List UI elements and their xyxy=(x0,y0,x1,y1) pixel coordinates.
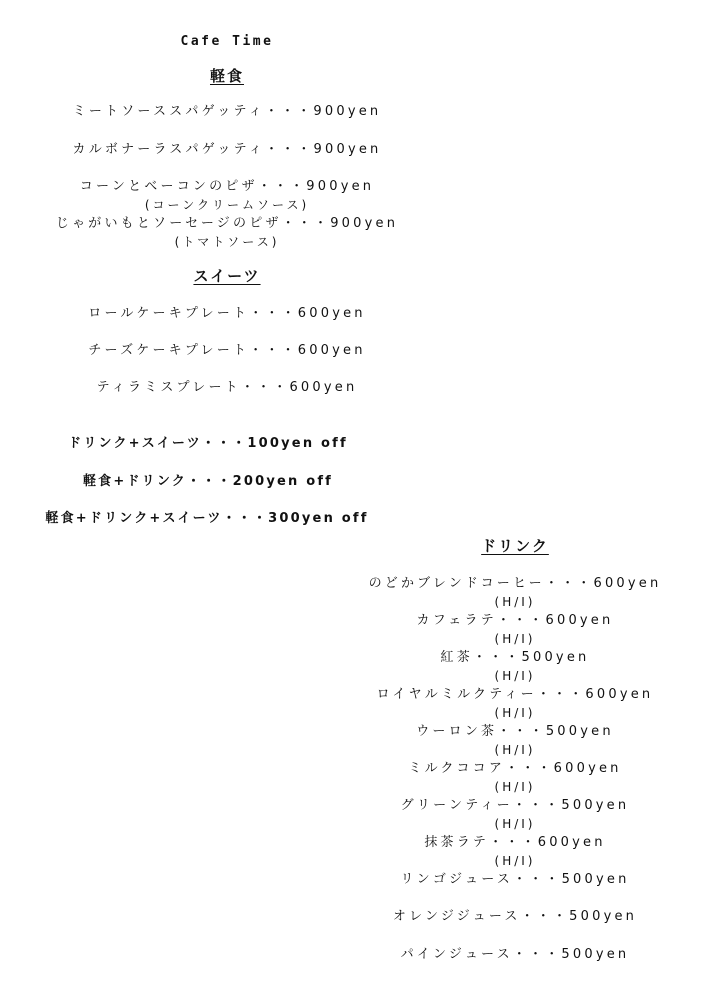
menu-item-note: (H/I) xyxy=(494,595,536,609)
menu-item-note: (H/I) xyxy=(494,632,536,646)
menu-item-note: (H/I) xyxy=(494,669,536,683)
menu-item: パインジュース・・・500yen xyxy=(400,947,630,962)
menu-item-note: (トマトソース) xyxy=(174,235,280,249)
menu-item: カフェラテ・・・600yen xyxy=(416,613,614,628)
combo-discount: 軽食+ドリンク+スイーツ・・・300yen off xyxy=(45,511,369,526)
sweets-heading: スイーツ xyxy=(193,267,261,285)
combo-discount: 軽食+ドリンク・・・200yen off xyxy=(82,474,334,489)
menu-item: グリーンティー・・・500yen xyxy=(400,798,630,813)
menu-item-note: (コーンクリームソース) xyxy=(144,198,310,212)
menu-item: ミートソーススパゲッティ・・・900yen xyxy=(72,104,382,119)
menu-item: コーンとベーコンのピザ・・・900yen xyxy=(79,179,375,194)
menu-item: リンゴジュース・・・500yen xyxy=(400,872,630,887)
menu-item-note: (H/I) xyxy=(494,854,536,868)
menu-item: ロールケーキプレート・・・600yen xyxy=(88,306,366,321)
menu-item: 抹茶ラテ・・・600yen xyxy=(424,835,606,850)
menu-item: ウーロン茶・・・500yen xyxy=(416,724,614,739)
page-title: Cafe Time xyxy=(180,34,274,49)
menu-item-note: (H/I) xyxy=(494,817,536,831)
menu-item: ロイヤルミルクティー・・・600yen xyxy=(376,687,654,702)
menu-item: ティラミスプレート・・・600yen xyxy=(96,380,358,395)
menu-item: オレンジジュース・・・500yen xyxy=(392,909,638,924)
menu-item: じゃがいもとソーセージのピザ・・・900yen xyxy=(55,216,399,231)
menu-item: ミルクココア・・・600yen xyxy=(408,761,622,776)
menu-item-note: (H/I) xyxy=(494,743,536,757)
menu-item-note: (H/I) xyxy=(494,780,536,794)
menu-item: カルボナーラスパゲッティ・・・900yen xyxy=(72,142,382,157)
combo-discount: ドリンク+スイーツ・・・100yen off xyxy=(68,436,348,451)
menu-item: 紅茶・・・500yen xyxy=(440,650,590,665)
light-meals-heading: 軽食 xyxy=(209,67,245,85)
menu-item: のどかブレンドコーヒー・・・600yen xyxy=(368,576,662,591)
menu-item: チーズケーキプレート・・・600yen xyxy=(88,343,366,358)
menu-item-note: (H/I) xyxy=(494,706,536,720)
drinks-heading: ドリンク xyxy=(481,537,549,555)
